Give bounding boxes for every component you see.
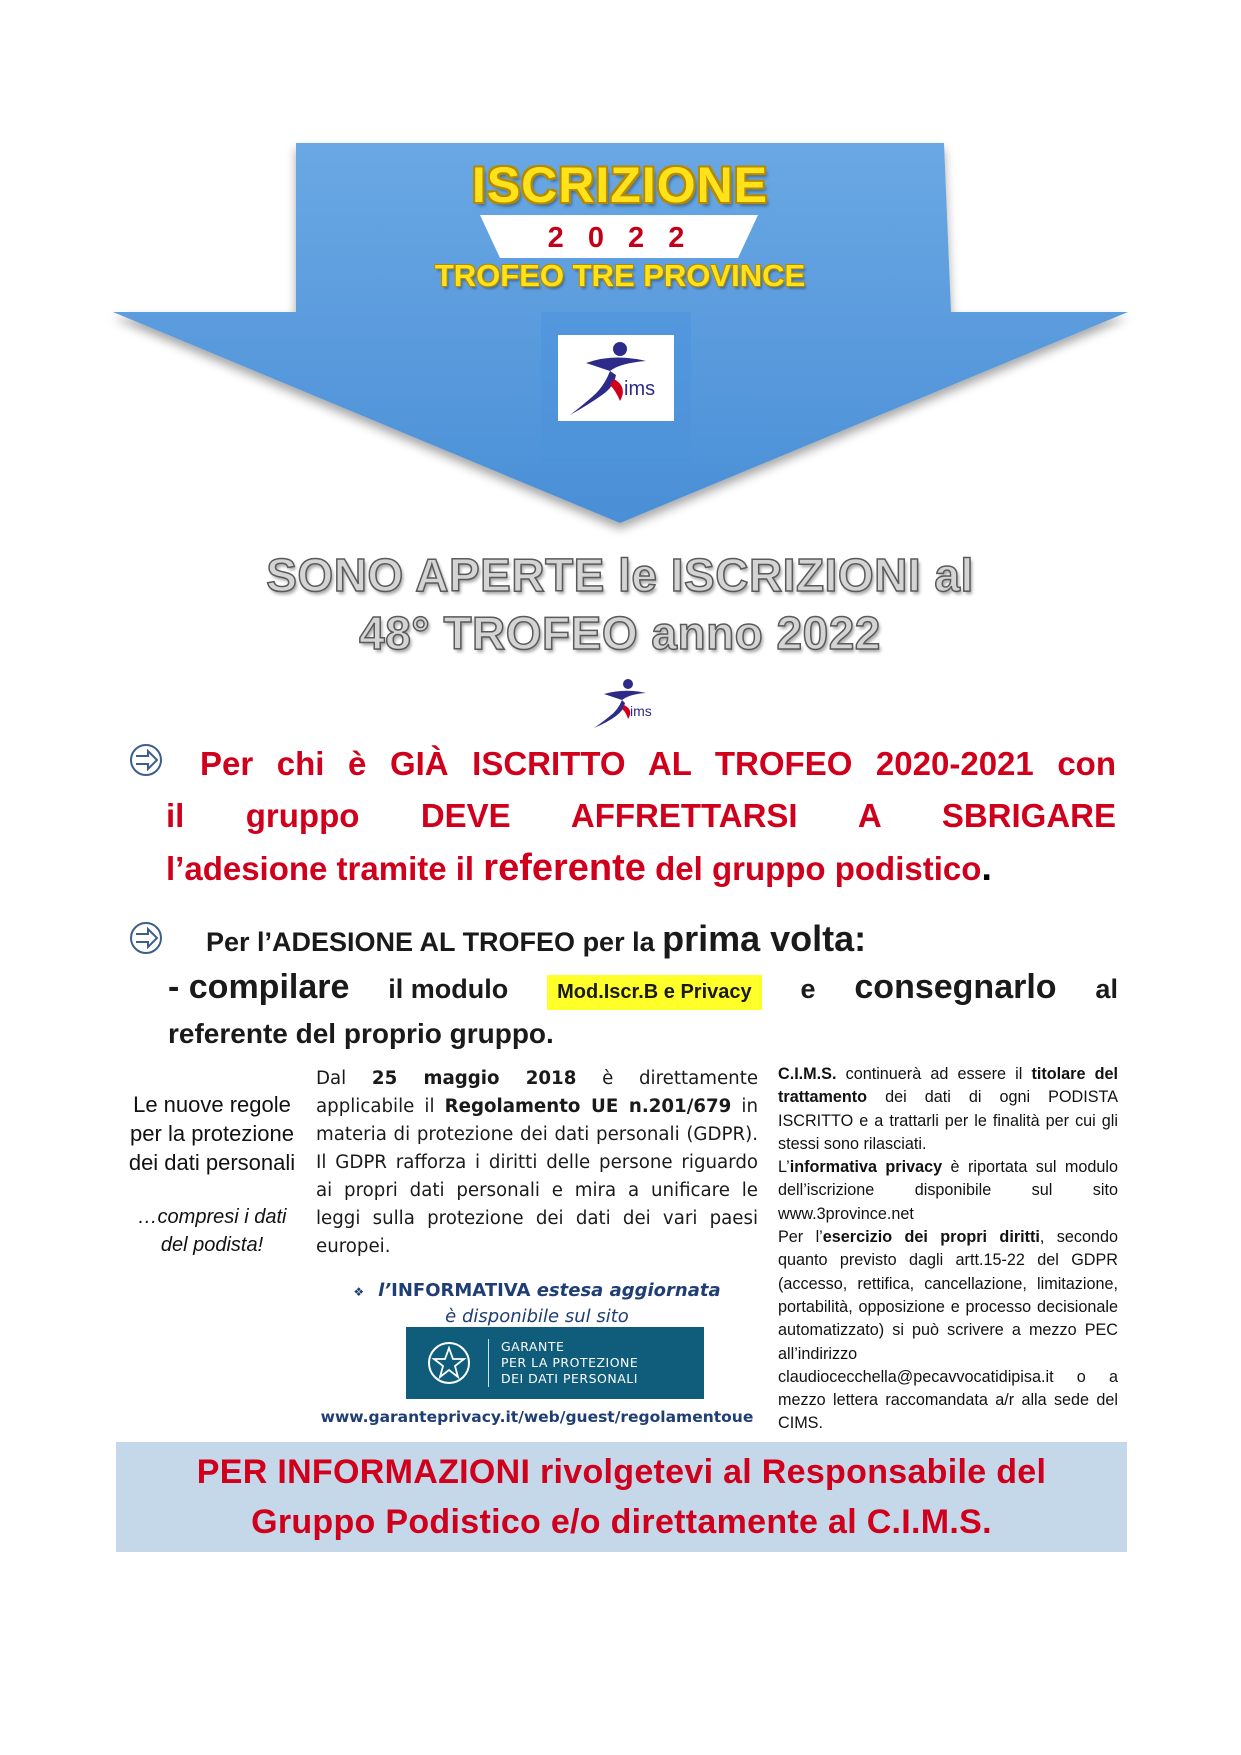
diamond-bullet-icon: ❖ <box>353 1285 365 1299</box>
headline-line1: SONO APERTE le ISCRIZIONI al <box>266 549 974 601</box>
arrow-circle-icon <box>128 742 168 778</box>
arrow-circle-icon <box>128 920 168 956</box>
section1-line1: Per chi è GIÀ ISCRITTO AL TROFEO 2020-2021 con <box>200 745 1116 782</box>
headline-line2: 48° TROFEO anno 2022 <box>359 607 881 659</box>
section-first-time <box>168 918 1118 1050</box>
section-already-registered <box>166 738 1116 895</box>
word: A <box>857 797 881 834</box>
section1-line3: l’adesione tramite il referente del gruppo podistico. <box>166 847 992 889</box>
info-footer <box>116 1442 1127 1552</box>
garante-url[interactable]: www.garanteprivacy.it/web/guest/regolamentoue <box>320 1408 754 1426</box>
word: il <box>166 797 185 834</box>
banner-subtitle: TROFEO TRE PROVINCE <box>434 258 806 293</box>
banner-title: ISCRIZIONE <box>471 157 769 213</box>
section2-line1: Per l’ADESIONE AL TROFEO per la prima volta: <box>206 918 867 959</box>
word: gruppo <box>245 797 360 834</box>
form-highlight: Mod.Iscr.B e Privacy <box>547 975 762 1010</box>
banner-year: 2 0 2 2 <box>547 222 693 254</box>
cims-privacy-text: C.I.M.S. continuerà ad essere il titolare del trattamento dei dati di ogni PODISTA ISCRITTO e a trattarli per le finalità per cui gli stessi sono rilasciati. L’informativa privacy è riportata sul modulo dell’iscrizione disponibile sul sito www.3province.net Per l’esercizio dei propri diritti, secondo quanto previsto dagli artt.15-22 del GDPR (accesso, rettifica, cancellazione, limitazione, portabilità, opposizione e processo decisionale automatizzato) si può scrivere a mezzo PEC all’indirizzo claudiocecchella@pecavvocatidipisa.it o a mezzo lettera raccomandata a/r alla sede del CIMS. <box>778 1065 1119 1433</box>
svg-text:ims: ims <box>630 703 652 719</box>
word: AFFRETTARSI <box>570 797 798 834</box>
word: DEVE <box>420 797 511 834</box>
svg-text:ims: ims <box>624 378 656 400</box>
privacy-intro <box>128 1090 296 1259</box>
informativa-available: è disponibile sul sito <box>445 1306 629 1327</box>
referente-emphasis: referente <box>483 847 646 889</box>
privacy-intro-text: Le nuove regole per la protezione dei dati personali <box>128 1092 296 1175</box>
section1-line2 <box>166 790 1116 842</box>
garante-logo <box>406 1327 704 1399</box>
footer-line2: Gruppo Podistico e/o direttamente al C.I.M.S. <box>251 1503 992 1541</box>
gdpr-paragraph: Dal 25 maggio 2018 è direttamente applicabile il Regolamento UE n.201/679 in materia di protezione dei dati personali (GDPR). Il GDPR rafforza i diritti delle persone riguardo ai propri dati personali e mira a unificare le leggi sulla protezione dei dati dei vari paesi europei. <box>316 1068 759 1257</box>
small-runner-icon <box>588 676 664 732</box>
italy-emblem-icon <box>424 1338 474 1388</box>
section2-line2: - compilare il modulo Mod.Iscr.B e Privacy e consegnarlo al <box>168 968 1118 1010</box>
small-cims-logo <box>588 676 664 737</box>
footer-line1: PER INFORMAZIONI rivolgetevi al Responsabile del <box>196 1453 1047 1491</box>
cims-logo <box>558 335 674 421</box>
privacy-intro-italic: …compresi i dati del podista! <box>137 1206 287 1256</box>
garante-label: GARANTE PER LA PROTEZIONE DEI DATI PERSONALI <box>488 1339 638 1387</box>
informativa-line: ❖ l’INFORMATIVA estesa aggiornata <box>353 1280 721 1301</box>
word: SBRIGARE <box>941 797 1117 834</box>
section2-line3: referente del proprio gruppo. <box>168 1018 554 1049</box>
runner-icon <box>558 335 674 421</box>
